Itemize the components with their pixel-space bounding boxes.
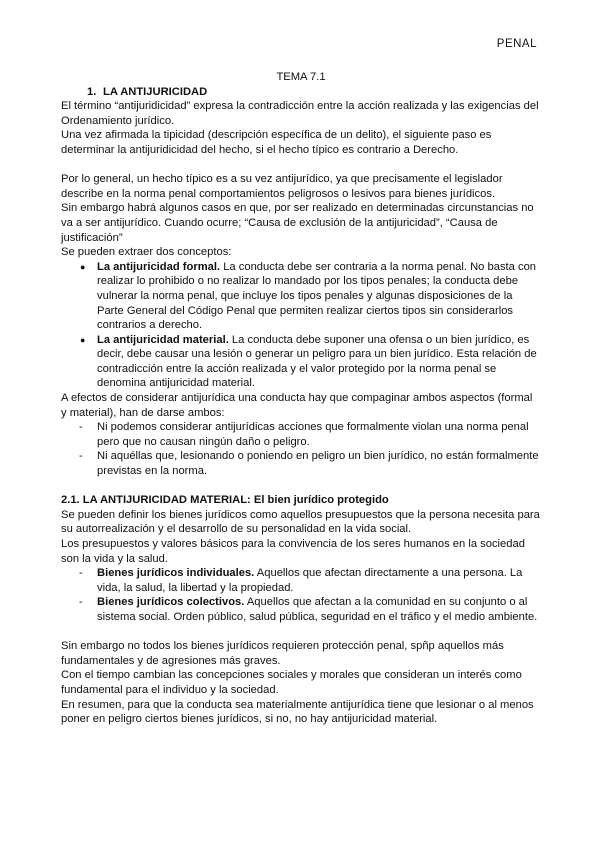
paragraph-exclusion: Sin embargo habrá algunos casos en que, por ser realizado en determinadas circunstancias no va a ser antijurídico. Cuando ocurre; “Causa de exclusión de la antijuricidad”, “Causa de justificación” — [61, 202, 534, 244]
paragraph-bienes-definition: Se pueden definir los bienes jurídicos como aquellos presupuestos que la persona necesita para su autorrealización y el desarrollo de su personalidad en la vida social. — [61, 508, 540, 536]
tema-title: TEMA 7.1 — [276, 71, 326, 83]
paragraph-concepts-intro: Se pueden extraer dos conceptos: — [61, 246, 232, 259]
bien-term: Bienes jurídicos individuales. — [97, 567, 255, 580]
section-1-title: LA ANTIJURICIDAD — [103, 85, 208, 98]
paragraph-proteccion: Sin embargo no todos los bienes jurídicos requieren protección penal, spñp aquellos más fundamentales y de agresiones más graves. — [61, 640, 504, 667]
concept-text: La conducta debe ser contraria a la norma penal. No basta con realizar lo prohibido o no realizar lo mandado por los tipos penales; la conducta debe vulnerar la norma penal, que incluye los tipos penales y algunas disposiciones de la Parte General del Código Penal que permiten realizar ciertos tipos sin considerarlos contrarios a derecho. — [97, 260, 537, 332]
spacer — [61, 625, 541, 640]
list-item — [61, 566, 541, 595]
bien-text: Aquellos que afectan a la comunidad en su conjunto o al sistema social. Orden público, salud pública, seguridad en el tráfico y el medio ambiente. — [97, 596, 538, 623]
concept-text: La conducta debe suponer una ofensa o un bien jurídico, es decir, debe causar una lesión o generar un peligro para un bien jurídico. Esta relación de contradicción entre la acción realizada y el valor protegido por la norma penal se denomina antijuricidad material. — [97, 333, 537, 390]
paragraph-tiempo: Con el tiempo cambian las concepciones sociales y morales que consideran un interés como fundamental para el individuo y la sociedad. — [61, 669, 522, 696]
list-item — [61, 333, 541, 391]
concept-term: La antijuricidad material. — [97, 333, 229, 346]
spacer — [61, 479, 541, 494]
paragraph-definition: El término “antijuridicidad” expresa la contradicción entre la acción realizada y las exigencias del Ordenamiento jurídico. — [61, 100, 539, 127]
bien-term: Bienes jurídicos colectivos. — [97, 596, 245, 609]
paragraph-presupuestos: Los presupuestos y valores básicos para la convivencia de los seres humanos en la sociedad son la vida y la salud. — [61, 538, 525, 565]
paragraph-resumen: En resumen, para que la conducta sea materialmente antijurídica tiene que lesionar o al menos poner en peligro ciertos bienes jurídicos, si no, no hay antijuricidad material. — [61, 698, 534, 726]
spacer — [61, 158, 541, 173]
concept-term: La antijuricidad formal. — [97, 260, 221, 273]
section-1-number: 1. — [87, 85, 97, 98]
list-item — [61, 595, 541, 624]
bien-text: Aquellos que afectan directamente a una persona. La vida, la salud, la libertad y la propiedad. — [97, 567, 523, 594]
concepts-list — [61, 260, 541, 391]
list-item — [61, 260, 541, 333]
section-2-heading: 2.1. LA ANTIJURICIDAD MATERIAL: El bien jurídico protegido — [61, 494, 389, 507]
document-body — [61, 70, 541, 727]
list-item: - Ni podemos considerar antijurídicas acciones que formalmente violan una norma penal pero que no causan ningún daño o peligro. — [61, 420, 541, 449]
section-1-heading — [87, 85, 541, 100]
paragraph-general: Por lo general, un hecho típico es a su vez antijurídico, ya que precisamente el legislador describe en la norma penal comportamientos peligrosos o lesivos para bienes jurídicos. — [61, 173, 503, 200]
list-item: - Ni aquéllas que, lesionando o poniendo en peligro un bien jurídico, no están formalmente previstas en la norma. — [61, 449, 541, 478]
bienes-list — [61, 566, 541, 624]
page-header-subject: PENAL — [496, 38, 537, 50]
paragraph-both-aspects: A efectos de considerar antijurídica una conducta hay que compaginar ambos aspectos (formal y material), han de darse ambos: — [61, 392, 533, 419]
aspects-list — [61, 420, 541, 478]
paragraph-tipicidad: Una vez afirmada la tipicidad (descripción específica de un delito), el siguiente paso es determinar la antijuridicidad del hecho, si el hecho típico es contrario a Derecho. — [61, 129, 492, 156]
